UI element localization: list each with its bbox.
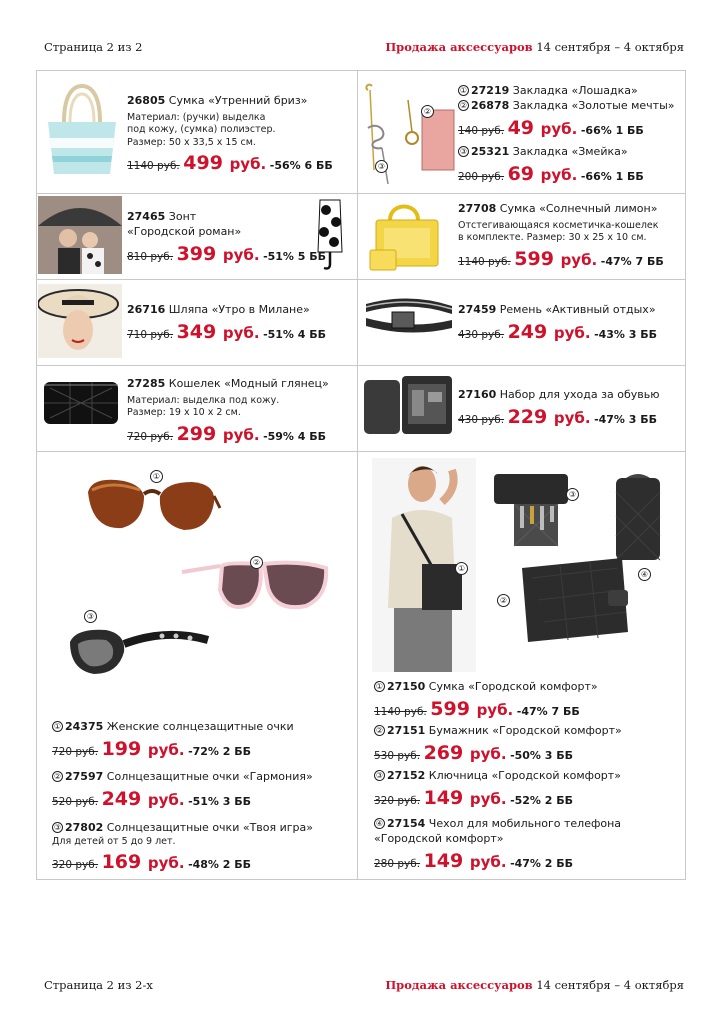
price-line <box>127 242 327 268</box>
page-number: Страница 2 из 2 <box>44 40 143 54</box>
product-name: Женские солнцезащитные очки <box>106 720 294 733</box>
discount: -47% 3 ББ <box>594 412 658 426</box>
callout-badge: ④ <box>638 568 651 581</box>
product-code: 26805 <box>127 94 166 107</box>
product-desc <box>458 220 683 245</box>
old-price: 430 руб. <box>458 413 505 426</box>
currency: руб. <box>469 745 507 764</box>
product-name: Сумка «Солнечный лимон» <box>499 202 658 215</box>
product-code: 27152 <box>387 768 426 782</box>
price-line <box>127 422 352 448</box>
product-27154 <box>374 817 684 874</box>
old-price: 320 руб. <box>374 794 421 807</box>
product-name: Чехол для мобильного телефона <box>428 817 622 831</box>
product-code: 27597 <box>65 770 104 784</box>
product-name: Солнцезащитные очки «Гармония» <box>106 770 313 784</box>
price-line <box>52 850 352 876</box>
new-price <box>514 248 597 270</box>
desc-line: под кожу, (сумка) полиэстер. <box>127 124 276 136</box>
discount: -66% 1 ББ <box>580 170 644 184</box>
new-price-value: 599 <box>514 247 554 270</box>
product-desc <box>127 112 352 150</box>
new-price <box>424 787 507 809</box>
new-price-value: 249 <box>507 320 548 343</box>
currency: руб. <box>147 740 185 759</box>
old-price: 720 руб. <box>52 745 99 758</box>
divider <box>37 451 685 452</box>
product-bookmarks <box>458 84 683 188</box>
new-price-value: 269 <box>423 742 464 765</box>
new-price-value: 249 <box>101 788 142 811</box>
currency: руб. <box>469 853 507 872</box>
desc-line: Материал: выделка под кожу. <box>127 394 280 406</box>
new-price-value: 229 <box>507 405 548 428</box>
product-27151 <box>374 724 684 766</box>
product-name: Ключница «Городской комфорт» <box>428 768 621 782</box>
old-price: 710 руб. <box>127 328 174 341</box>
product-27465 <box>127 210 327 267</box>
product-code: 25321 <box>471 145 510 159</box>
new-price <box>102 738 185 760</box>
currency: руб. <box>229 155 267 174</box>
old-price: 280 руб. <box>374 858 421 871</box>
product-code: 27285 <box>127 377 166 390</box>
product-name: Ремень «Активный отдых» <box>499 303 656 316</box>
sale-dates: 14 сентября – 4 октября <box>536 978 684 992</box>
item-number: ① <box>53 722 62 731</box>
tote-bag-image <box>42 82 122 182</box>
new-price-value: 199 <box>101 737 142 760</box>
new-price <box>424 742 507 764</box>
new-price-value: 399 <box>176 242 217 265</box>
item-number: ② <box>53 772 62 782</box>
callout-badge: ① <box>150 470 163 483</box>
product-desc <box>127 395 352 420</box>
currency: руб. <box>469 789 507 808</box>
desc-line: в комплекте. Размер: 30 х 25 х 10 см. <box>458 232 647 244</box>
shoe-care-kit-image <box>362 374 454 438</box>
page-number: Страница 2 из 2-х <box>44 978 153 992</box>
new-price <box>424 850 507 872</box>
product-name: Сумка «Городской комфорт» <box>428 680 598 693</box>
city-comfort-list <box>374 680 684 875</box>
old-price: 1140 руб. <box>127 160 180 173</box>
item-number: ④ <box>375 819 384 829</box>
sunglasses-list <box>52 720 352 876</box>
product-desc: Для детей от 5 до 9 лет. <box>52 835 176 847</box>
new-price <box>430 698 513 720</box>
new-price-value: 169 <box>101 851 142 874</box>
callout-badge: ② <box>497 594 510 607</box>
product-code: 24375 <box>65 720 104 733</box>
sunglasses-3-image <box>66 618 212 686</box>
price-line <box>374 786 684 812</box>
product-name: Кошелек «Модный глянец» <box>168 377 329 390</box>
new-price <box>102 851 185 873</box>
discount: -47% 7 ББ <box>600 254 664 268</box>
product-name: Закладка «Змейка» <box>512 145 628 159</box>
product-code: 27708 <box>458 202 497 215</box>
product-code: 27151 <box>387 724 426 738</box>
product-name: Закладка «Лошадка» <box>512 84 638 97</box>
new-price-value: 599 <box>430 697 470 720</box>
product-27597 <box>52 770 352 812</box>
discount: -47% 2 ББ <box>510 857 574 871</box>
product-code: 26716 <box>127 303 166 316</box>
item-number: ③ <box>375 770 384 780</box>
new-price <box>508 321 591 343</box>
price-line <box>374 849 684 875</box>
currency: руб. <box>553 408 591 427</box>
product-26716 <box>127 303 352 345</box>
item-number: ③ <box>459 147 468 157</box>
discount: -43% 3 ББ <box>594 327 658 341</box>
product-name-line2: «Городской роман» <box>127 224 242 238</box>
new-price <box>177 243 260 265</box>
new-price-value: 349 <box>176 320 217 343</box>
divider <box>357 71 358 879</box>
new-price-value: 499 <box>183 152 223 175</box>
old-price: 520 руб. <box>52 796 99 809</box>
desc-line: Материал: (ручки) выделка <box>127 111 266 123</box>
currency: руб. <box>147 854 185 873</box>
price-line <box>52 787 352 813</box>
desc-line: Отстегивающаяся косметичка-кошелек <box>458 219 659 231</box>
product-27160 <box>458 388 683 430</box>
new-price-value: 49 <box>507 116 535 139</box>
item-number: ① <box>375 682 384 691</box>
discount: -72% 2 ББ <box>188 744 252 758</box>
new-price <box>508 117 578 139</box>
product-27285 <box>127 377 352 448</box>
bookmarks-image <box>360 80 458 190</box>
new-price <box>177 321 260 343</box>
product-name: Закладка «Золотые мечты» <box>512 98 675 112</box>
product-name: Солнцезащитные очки «Твоя игра» <box>106 820 313 834</box>
wallet-image <box>40 376 122 430</box>
currency: руб. <box>560 250 598 269</box>
currency: руб. <box>553 323 591 342</box>
new-price-value: 149 <box>423 786 464 809</box>
price-line <box>127 320 352 346</box>
callout-badge: ③ <box>566 488 579 501</box>
currency: руб. <box>147 791 185 810</box>
discount: -48% 2 ББ <box>188 858 252 872</box>
discount: -51% 3 ББ <box>188 795 252 809</box>
new-price <box>102 788 185 810</box>
callout-badge: ③ <box>84 610 97 623</box>
price-line <box>458 405 683 431</box>
desc-line: Размер: 50 х 33,5 х 15 см. <box>127 136 256 148</box>
currency: руб. <box>222 245 260 264</box>
price-line <box>374 741 684 767</box>
product-code: 27465 <box>127 210 166 223</box>
currency: руб. <box>222 323 260 342</box>
product-name: Набор для ухода за обувью <box>499 388 660 401</box>
sale-title-line <box>385 978 684 992</box>
old-price: 320 руб. <box>52 859 99 872</box>
old-price: 530 руб. <box>374 750 421 763</box>
price-line <box>52 737 352 763</box>
sale-title: Продажа аксессуаров <box>385 978 533 992</box>
item-number: ② <box>459 100 468 110</box>
currency: руб. <box>540 166 578 185</box>
old-price: 810 руб. <box>127 250 174 263</box>
sale-dates: 14 сентября – 4 октября <box>536 40 684 54</box>
divider <box>37 193 685 194</box>
product-27708 <box>458 202 683 273</box>
yellow-bag-image <box>366 198 450 276</box>
key-holder-image <box>492 470 570 550</box>
product-code: 27160 <box>458 388 497 401</box>
umbrella-couple-photo <box>38 196 122 274</box>
old-price: 1140 руб. <box>458 255 511 268</box>
divider <box>37 365 685 366</box>
product-code: 27150 <box>387 680 426 693</box>
product-code: 27459 <box>458 303 497 316</box>
callout-badge: ② <box>250 556 263 569</box>
discount: -47% 7 ББ <box>516 704 580 718</box>
discount: -51% 5 ББ <box>263 249 327 263</box>
desc-line: Размер: 19 х 10 х 2 см. <box>127 407 241 419</box>
callout-badge: ② <box>421 105 434 118</box>
sunglasses-1-image <box>82 472 222 552</box>
new-price-value: 69 <box>507 163 535 186</box>
discount: -50% 3 ББ <box>510 749 574 763</box>
currency: руб. <box>222 425 260 444</box>
callout-badge: ③ <box>375 160 388 173</box>
new-price-value: 299 <box>176 422 217 445</box>
wallet-city-image <box>510 554 632 646</box>
product-27459 <box>458 303 683 345</box>
product-code: 27802 <box>65 820 104 834</box>
price-line <box>458 116 683 142</box>
hat-model-photo <box>38 284 122 358</box>
discount: -66% 1 ББ <box>580 123 644 137</box>
product-27802 <box>52 821 352 876</box>
old-price: 200 руб. <box>458 171 505 184</box>
old-price: 1140 руб. <box>374 705 427 718</box>
currency: руб. <box>476 700 514 719</box>
product-name: Бумажник «Городской комфорт» <box>428 724 622 738</box>
product-name: Сумка «Утренний бриз» <box>168 94 308 107</box>
new-price <box>177 423 260 445</box>
phone-case-image <box>612 472 664 564</box>
currency: руб. <box>540 119 578 138</box>
old-price: 140 руб. <box>458 124 505 137</box>
price-line <box>374 697 684 723</box>
item-number: ③ <box>53 822 62 832</box>
item-number: ② <box>375 726 384 736</box>
discount: -56% 6 ББ <box>269 159 333 173</box>
new-price <box>508 406 591 428</box>
new-price-value: 149 <box>423 850 464 873</box>
divider <box>37 279 685 280</box>
product-name-line2: «Городской комфорт» <box>374 832 504 846</box>
price-line <box>458 162 683 188</box>
product-26805 <box>127 94 352 177</box>
new-price <box>508 163 578 185</box>
sale-title-line <box>385 40 684 54</box>
discount: -52% 2 ББ <box>510 793 574 807</box>
product-27150 <box>374 680 684 722</box>
product-code: 27219 <box>471 84 510 97</box>
price-line <box>458 320 683 346</box>
product-name: Шляпа «Утро в Милане» <box>168 303 310 316</box>
product-name: Зонт <box>168 210 197 223</box>
old-price: 720 руб. <box>127 430 174 443</box>
product-code: 26878 <box>471 98 510 112</box>
price-line <box>127 151 352 177</box>
product-24375 <box>52 720 352 762</box>
sale-title: Продажа аксессуаров <box>385 40 533 54</box>
callout-badge: ① <box>455 562 468 575</box>
price-line <box>458 247 683 273</box>
item-number: ① <box>459 86 468 95</box>
discount: -51% 4 ББ <box>263 327 327 341</box>
product-27152 <box>374 769 684 811</box>
new-price <box>183 152 266 174</box>
product-code: 27154 <box>387 817 426 831</box>
discount: -59% 4 ББ <box>263 429 327 443</box>
old-price: 430 руб. <box>458 328 505 341</box>
belt-image <box>362 290 456 346</box>
